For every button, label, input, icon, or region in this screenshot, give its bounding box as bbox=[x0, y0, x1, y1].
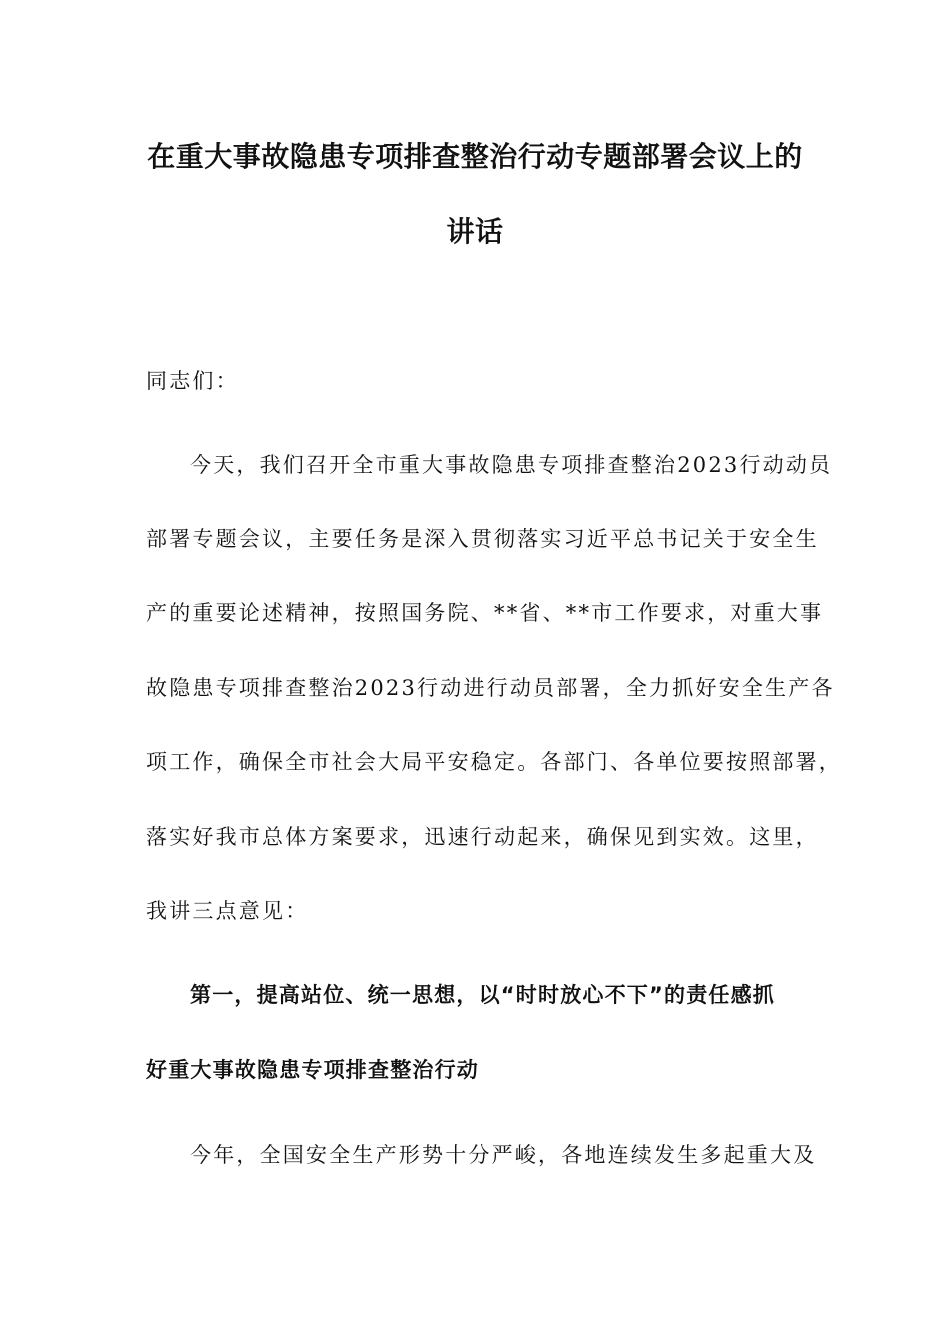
section-heading-1-line-2: 好重大事故隐患专项排查整治行动 bbox=[146, 1058, 479, 1082]
section-heading-1-line-1: 第一，提高站位、统一思想，以“时时放心不下”的责任感抓 bbox=[190, 983, 776, 1007]
document-title-line-2: 讲话 bbox=[446, 215, 504, 248]
paragraph-1-line-5: 项工作，确保全市社会大局平安稳定。各部门、各单位要按照部署， bbox=[146, 750, 842, 774]
paragraph-1-line-6: 落实好我市总体方案要求，迅速行动起来，确保见到实效。这里， bbox=[146, 825, 819, 849]
document-title-line-1: 在重大事故隐患专项排查整治行动专题部署会议上的 bbox=[147, 140, 803, 173]
paragraph-2-line-1: 今年，全国安全生产形势十分严峻，各地连续发生多起重大及 bbox=[190, 1143, 817, 1167]
paragraph-1-line-3: 产的重要论述精神，按照国务院、**省、**市工作要求，对重大事 bbox=[146, 601, 824, 625]
paragraph-1-line-1: 今天，我们召开全市重大事故隐患专项排查整治2023行动动员 bbox=[190, 453, 833, 477]
paragraph-1-line-7: 我讲三点意见： bbox=[146, 899, 309, 923]
paragraph-1-line-4: 故隐患专项排查整治2023行动进行动员部署，全力抓好安全生产各 bbox=[146, 676, 835, 700]
salutation: 同志们： bbox=[146, 369, 239, 393]
paragraph-1-line-2: 部署专题会议，主要任务是深入贯彻落实习近平总书记关于安全生 bbox=[146, 527, 819, 551]
